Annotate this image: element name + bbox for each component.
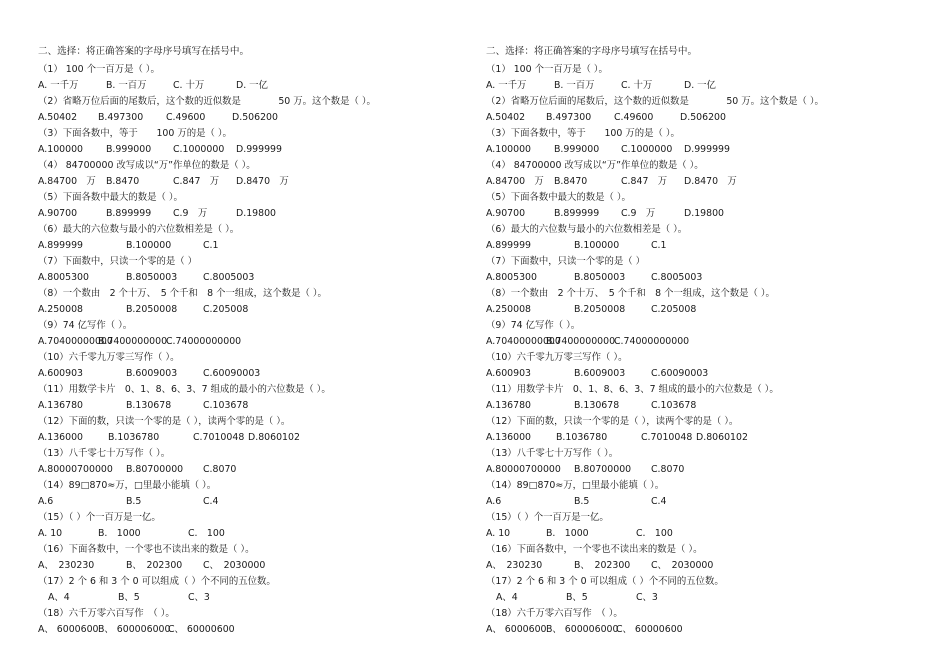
option-a: A.6 [486,496,502,507]
option-b: B.2050008 [574,304,626,315]
worksheet-column-right [486,0,926,672]
option-b: B、 600006000 [546,624,619,635]
question-text: （15）（ ）个一百万是一亿。 [38,512,161,523]
option-a: A.8005300 [38,272,89,283]
option-b: B.8470 [106,176,140,187]
question-text: （9）74 亿写作（ ）。 [486,320,581,331]
option-d: D.19800 [684,208,725,219]
option-b: B.899999 [106,208,152,219]
option-d: D.19800 [236,208,277,219]
option-b: B. 一百万 [106,80,147,91]
section-heading: 二、选择：将正确答案的字母序号填写在括号中。 [38,46,250,57]
option-d: D.8470 万 [236,176,289,187]
option-a: A. 一千万 [38,80,79,91]
options-row [486,462,824,478]
option-c: C.205008 [203,304,249,315]
options-row [38,558,376,574]
option-b: B、 202300 [574,560,631,571]
option-b: B.130678 [574,400,620,411]
option-a: A.250008 [38,304,84,315]
option-b: B.80700000 [574,464,632,475]
options-row [486,366,824,382]
option-a: A.100000 [38,144,84,155]
options-row [486,334,824,350]
option-c: C、3 [636,592,658,603]
options-row [486,558,824,574]
options-row [486,174,824,190]
question-text: （1） 100 个一百万是（ ）。 [38,64,160,75]
option-a: A.136000 [38,432,84,443]
question-text: （3）下面各数中，等于 100 万的是（ ）。 [486,128,680,139]
option-a: A.136000 [486,432,532,443]
option-a: A.90700 [38,208,78,219]
option-c: C.103678 [203,400,249,411]
option-b: B. 一百万 [554,80,595,91]
options-row [38,302,376,318]
options-row [486,590,824,606]
options-row [38,142,376,158]
option-d: D. 一亿 [236,80,268,91]
question-text: （15）（ ）个一百万是一亿。 [486,512,609,523]
option-b: B.100000 [574,240,620,251]
option-c: C.60090003 [651,368,709,379]
option-c: C. 十万 [621,80,653,91]
options-row [38,174,376,190]
options-row [38,366,376,382]
option-b: B.999000 [106,144,152,155]
option-c: C.103678 [651,400,697,411]
option-c: C. 100 [188,528,225,539]
option-b: B.1036780 [108,432,160,443]
option-c: C. 100 [636,528,673,539]
option-c: C.7010048 [193,432,245,443]
option-a: A. 10 [486,528,511,539]
option-b: B. 1000 [98,528,141,539]
options-row [38,334,376,350]
option-a: A.8005300 [486,272,537,283]
option-b: B.130678 [126,400,172,411]
question-text: （12）下面的数，只读一个零的是（ ），读两个零的是（ ）。 [38,416,291,427]
option-d: D.999999 [684,144,730,155]
question-text: （16）下面各数中，一个零也不读出来的数是（ ）。 [38,544,255,555]
option-c: C.205008 [651,304,697,315]
option-a: A.100000 [486,144,532,155]
option-c: C.49600 [166,112,206,123]
option-a: A.899999 [38,240,84,251]
question-list [486,62,824,638]
option-c: C.847 万 [173,176,220,187]
option-b: B.100000 [126,240,172,251]
option-c: C.8005003 [651,272,703,283]
options-row [38,622,376,638]
option-c: C、 2030000 [651,560,714,571]
option-a: A.899999 [486,240,532,251]
options-row [486,430,824,446]
option-a: A.84700 万 [486,176,544,187]
option-b: B.1036780 [556,432,608,443]
option-b: B.497300 [98,112,144,123]
option-c: C、 60000600 [616,624,683,635]
option-a: A.90700 [486,208,526,219]
options-row [486,526,824,542]
options-row [38,526,376,542]
option-c: C.1000000 [173,144,225,155]
option-b: B.5 [126,496,142,507]
option-c: C.4 [651,496,667,507]
option-a: A、4 [496,592,518,603]
options-row [38,430,376,446]
option-c: C.49600 [614,112,654,123]
question-text: （1） 100 个一百万是（ ）。 [486,64,608,75]
option-c: C.8070 [203,464,237,475]
options-row [38,110,376,126]
option-b: B.8050003 [574,272,626,283]
question-text: （5）下面各数中最大的数是（ ）。 [486,192,631,203]
option-a: A、 230230 [486,560,543,571]
options-row [486,494,824,510]
question-list [38,62,376,638]
option-a: A.80000700000 [38,464,113,475]
option-c: C.60090003 [203,368,261,379]
option-a: A、 230230 [38,560,95,571]
option-b: B.2050008 [126,304,178,315]
question-text: （4） 84700000 改写成以“万”作单位的数是（ ）。 [486,160,704,171]
option-b: B.497300 [546,112,592,123]
options-row [486,110,824,126]
question-text: （17）2 个 6 和 3 个 0 可以组成（ ）个不同的五位数。 [486,576,724,587]
option-a: A. 10 [38,528,63,539]
question-text: （2）省略万位后面的尾数后，这个数的近似数是 50 万。这个数是（ ）。 [38,96,376,107]
option-a: A.70400000000 [38,336,113,347]
options-row [486,206,824,222]
option-a: A.6 [38,496,54,507]
option-c: C.1 [203,240,219,251]
section-heading: 二、选择：将正确答案的字母序号填写在括号中。 [486,46,698,57]
options-row [38,270,376,286]
options-row [38,78,376,94]
options-row [486,238,824,254]
options-row [38,590,376,606]
question-text: （10）六千零九万零三写作（ ）。 [38,352,180,363]
question-text: （7）下面数中，只读一个零的是（ ） [486,256,645,267]
option-b: B.6009003 [126,368,178,379]
option-b: B. 1000 [546,528,589,539]
option-b: B.7400000000 [546,336,616,347]
option-a: A、4 [48,592,70,603]
option-c: C、3 [188,592,210,603]
option-a: A.70400000000 [486,336,561,347]
question-text: （18）六千万零六百写作 （ ）。 [38,608,175,619]
option-a: A. 一千万 [486,80,527,91]
question-text: （17）2 个 6 和 3 个 0 可以组成（ ）个不同的五位数。 [38,576,276,587]
option-d: D.506200 [680,112,726,123]
option-c: C.847 万 [621,176,668,187]
option-c: C、 2030000 [203,560,266,571]
question-text: （4） 84700000 改写成以“万”作单位的数是（ ）。 [38,160,256,171]
option-a: A.600903 [38,368,84,379]
option-b: B、5 [566,592,588,603]
question-text: （6）最大的六位数与最小的六位数相差是（ ）。 [38,224,240,235]
option-c: C.74000000000 [166,336,242,347]
question-text: （18）六千万零六百写作 （ ）。 [486,608,623,619]
option-a: A.80000700000 [486,464,561,475]
question-text: （11）用数学卡片 0、1、8、6、3、7 组成的最小的六位数是（ ）。 [486,384,779,395]
option-d: D.999999 [236,144,282,155]
question-text: （10）六千零九万零三写作（ ）。 [486,352,628,363]
question-text: （14）89□870≈万，□里最小能填（ ）。 [486,480,665,491]
option-b: B.899999 [554,208,600,219]
options-row [486,142,824,158]
options-row [38,238,376,254]
option-b: B.999000 [554,144,600,155]
option-d: D.8470 万 [684,176,737,187]
question-text: （16）下面各数中，一个零也不读出来的数是（ ）。 [486,544,703,555]
options-row [486,270,824,286]
option-b: B.7400000000 [98,336,168,347]
option-b: B.8470 [554,176,588,187]
options-row [38,494,376,510]
question-text: （8）一个数由 2 个十万、 5 个千和 8 个一组成，这个数是（ ）。 [486,288,775,299]
option-c: C.1 [651,240,667,251]
option-b: B.8050003 [126,272,178,283]
question-text: （14）89□870≈万，□里最小能填（ ）。 [38,480,217,491]
option-c: C.9 万 [621,208,656,219]
question-text: （8）一个数由 2 个十万、 5 个千和 8 个一组成，这个数是（ ）。 [38,288,327,299]
question-text: （3）下面各数中，等于 100 万的是（ ）。 [38,128,232,139]
option-a: A.136780 [38,400,84,411]
option-c: C.74000000000 [614,336,690,347]
options-row [38,398,376,414]
option-b: B、 202300 [126,560,183,571]
options-row [38,462,376,478]
option-a: A.50402 [486,112,526,123]
option-d: D.8060102 [696,432,748,443]
option-a: A.84700 万 [38,176,96,187]
question-text: （2）省略万位后面的尾数后，这个数的近似数是 50 万。这个数是（ ）。 [486,96,824,107]
option-c: C. 十万 [173,80,205,91]
option-a: A、 6000600 [38,624,99,635]
option-c: C.7010048 [641,432,693,443]
options-row [486,78,824,94]
option-b: B.5 [574,496,590,507]
option-a: A.136780 [486,400,532,411]
option-b: B.80700000 [126,464,184,475]
option-d: D. 一亿 [684,80,716,91]
question-text: （7）下面数中，只读一个零的是（ ） [38,256,197,267]
question-text: （9）74 亿写作（ ）。 [38,320,133,331]
option-a: A.50402 [38,112,78,123]
question-text: （12）下面的数，只读一个零的是（ ），读两个零的是（ ）。 [486,416,739,427]
option-c: C.8005003 [203,272,255,283]
option-c: C.9 万 [173,208,208,219]
option-c: C、 60000600 [168,624,235,635]
options-row [486,398,824,414]
options-row [38,206,376,222]
options-row [486,302,824,318]
option-c: C.8070 [651,464,685,475]
option-c: C.1000000 [621,144,673,155]
option-b: B.6009003 [574,368,626,379]
option-b: B、5 [118,592,140,603]
question-text: （13）八千零七十万写作（ ）。 [486,448,619,459]
worksheet-column-left [38,0,478,672]
option-d: D.8060102 [248,432,300,443]
option-a: A.600903 [486,368,532,379]
option-a: A.250008 [486,304,532,315]
question-text: （6）最大的六位数与最小的六位数相差是（ ）。 [486,224,688,235]
option-b: B、 600006000 [98,624,171,635]
question-text: （5）下面各数中最大的数是（ ）。 [38,192,183,203]
question-text: （11）用数学卡片 0、1、8、6、3、7 组成的最小的六位数是（ ）。 [38,384,331,395]
option-a: A、 6000600 [486,624,547,635]
option-d: D.506200 [232,112,278,123]
options-row [486,622,824,638]
question-text: （13）八千零七十万写作（ ）。 [38,448,171,459]
option-c: C.4 [203,496,219,507]
